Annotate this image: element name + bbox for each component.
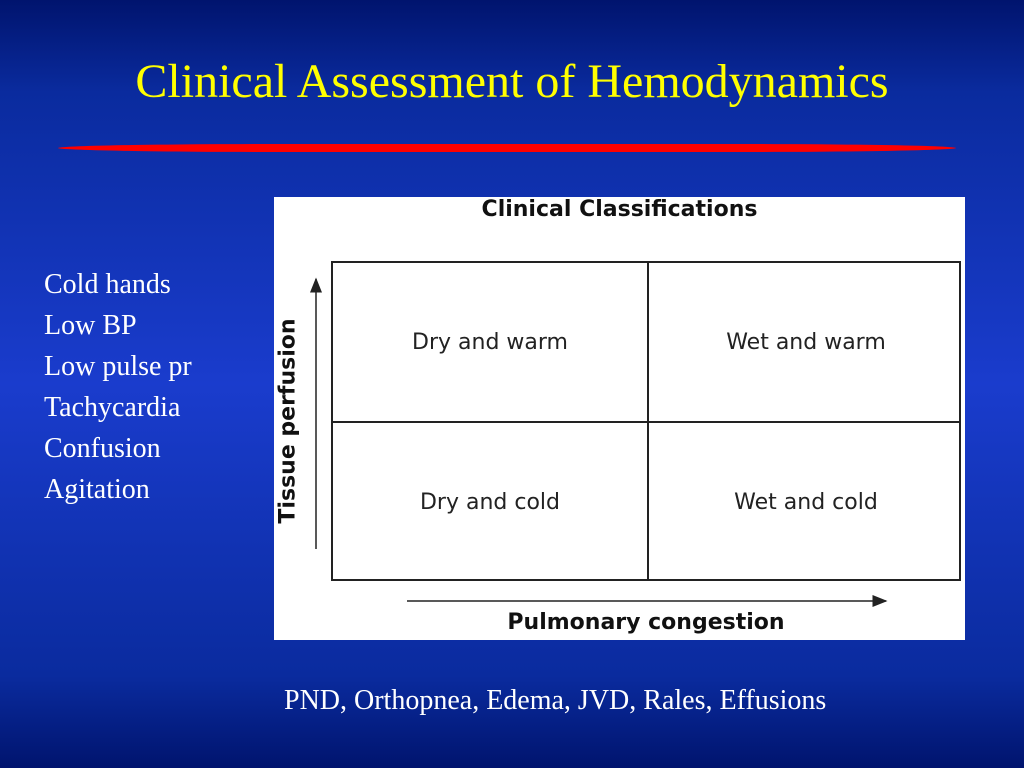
title-underline xyxy=(58,144,956,152)
cell-dry-and-cold: Dry and cold xyxy=(419,489,560,515)
symptom-list xyxy=(44,264,192,510)
cell-dry-and-warm: Dry and warm xyxy=(412,329,568,355)
symptom-item: Low pulse pr xyxy=(44,351,192,382)
symptom-item: Confusion xyxy=(44,433,161,464)
y-axis-label: Tissue perfusion xyxy=(275,318,301,524)
symptom-item: Agitation xyxy=(44,474,150,505)
congestion-signs-caption: PND, Orthopnea, Edema, JVD, Rales, Effusions xyxy=(284,685,827,716)
x-axis-label: Pulmonary congestion xyxy=(507,610,785,635)
classification-grid xyxy=(331,261,961,581)
cell-wet-and-cold: Wet and cold xyxy=(734,489,878,515)
clinical-classification-figure xyxy=(274,197,965,640)
symptom-item: Cold hands xyxy=(44,269,171,300)
symptom-item: Low BP xyxy=(44,310,137,341)
cell-wet-and-warm: Wet and warm xyxy=(726,329,886,355)
symptom-item: Tachycardia xyxy=(44,392,181,423)
figure-title: Clinical Classifications xyxy=(481,197,758,222)
slide-title: Clinical Assessment of Hemodynamics xyxy=(135,55,889,108)
